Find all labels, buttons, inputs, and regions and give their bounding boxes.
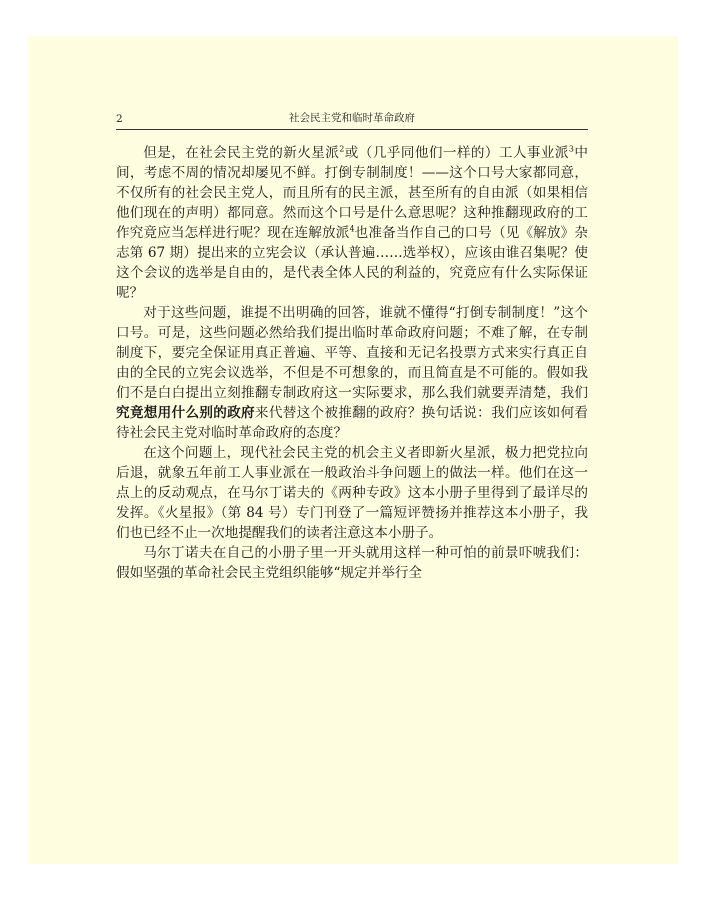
text-run: 但是，在社会民主党的新火星派 (143, 145, 340, 161)
body-text (116, 143, 588, 583)
paragraph (116, 443, 588, 543)
text-run: 马尔丁诺夫在自己的小册子里一开头就用这样一种可怕的前景吓唬我们：假如坚强的革命社会民主党组织能够“规定并举行全 (116, 545, 588, 581)
text-run: 也准备当作自己的口号（见《解放》杂志第 67 期）提出来的立宪会议（承认普遍……选举权），应该由谁召集呢？使这个会议的选举是自由的，是代表全体人民的利益的，究竟应有什么实际保证呢？ (116, 225, 588, 301)
footnote-marker: 2 (339, 144, 345, 154)
text-run: 来代替这个被推翻的政府？换句话说：我们应该如何看待社会民主党对临时革命政府的态度？ (116, 405, 589, 441)
text-run: 中间，考虑不周的情况却屡见不鲜。打倒专制制度！——这个口号大家都同意，不仅所有的社会民主党人，而且所有的民主派，甚至所有的自由派（如果相信他们现在的声明）都同意。然而这个口号是什么意思呢？这种推翻现政府的工作究竟应当怎样进行呢？现在连解放派 (116, 145, 589, 241)
footnote-marker: 4 (349, 224, 355, 234)
emphasized-text: 究竟想用什么别的政府 (116, 405, 255, 421)
running-title: 社会民主党和临时革命政府 (289, 112, 415, 124)
text-run: 在这个问题上，现代社会民主党的机会主义者即新火星派，极力把党拉向后退，就象五年前工人事业派在一般政治斗争问题上的做法一样。他们在这一点上的反动观点，在马尔丁诺夫的《两种专政》这本小册子里得到了最详尽的发挥。《火星报》（第 84 号）专门刊登了一篇短评赞扬并推荐这本小册子，我们也已经不止一次地提醒我们的读者注意这本小册子。 (116, 445, 588, 541)
text-run: 对于这些问题，谁提不出明确的回答，谁就不懂得“打倒专制制度！”这个口号。可是，这些问题必然给我们提出临时革命政府问题；不难了解，在专制制度下，要完全保证用真正普遍、平等、直接和无记名投票方式来实行真正自由的全民的立宪会议选举，不但是不可想象的，而且简直是不可能的。假如我们不是白白提出立刻推翻专制政府这一实际要求，那么我们就要弄清楚，我们 (116, 305, 588, 401)
page-header (116, 109, 588, 130)
paragraph (116, 303, 588, 443)
paragraph (116, 543, 588, 583)
text-run: 或（几乎同他们一样的）工人事业派 (344, 145, 569, 161)
footnote-marker: 3 (568, 144, 575, 154)
paragraph (116, 143, 588, 303)
page-number: 2 (116, 113, 123, 125)
